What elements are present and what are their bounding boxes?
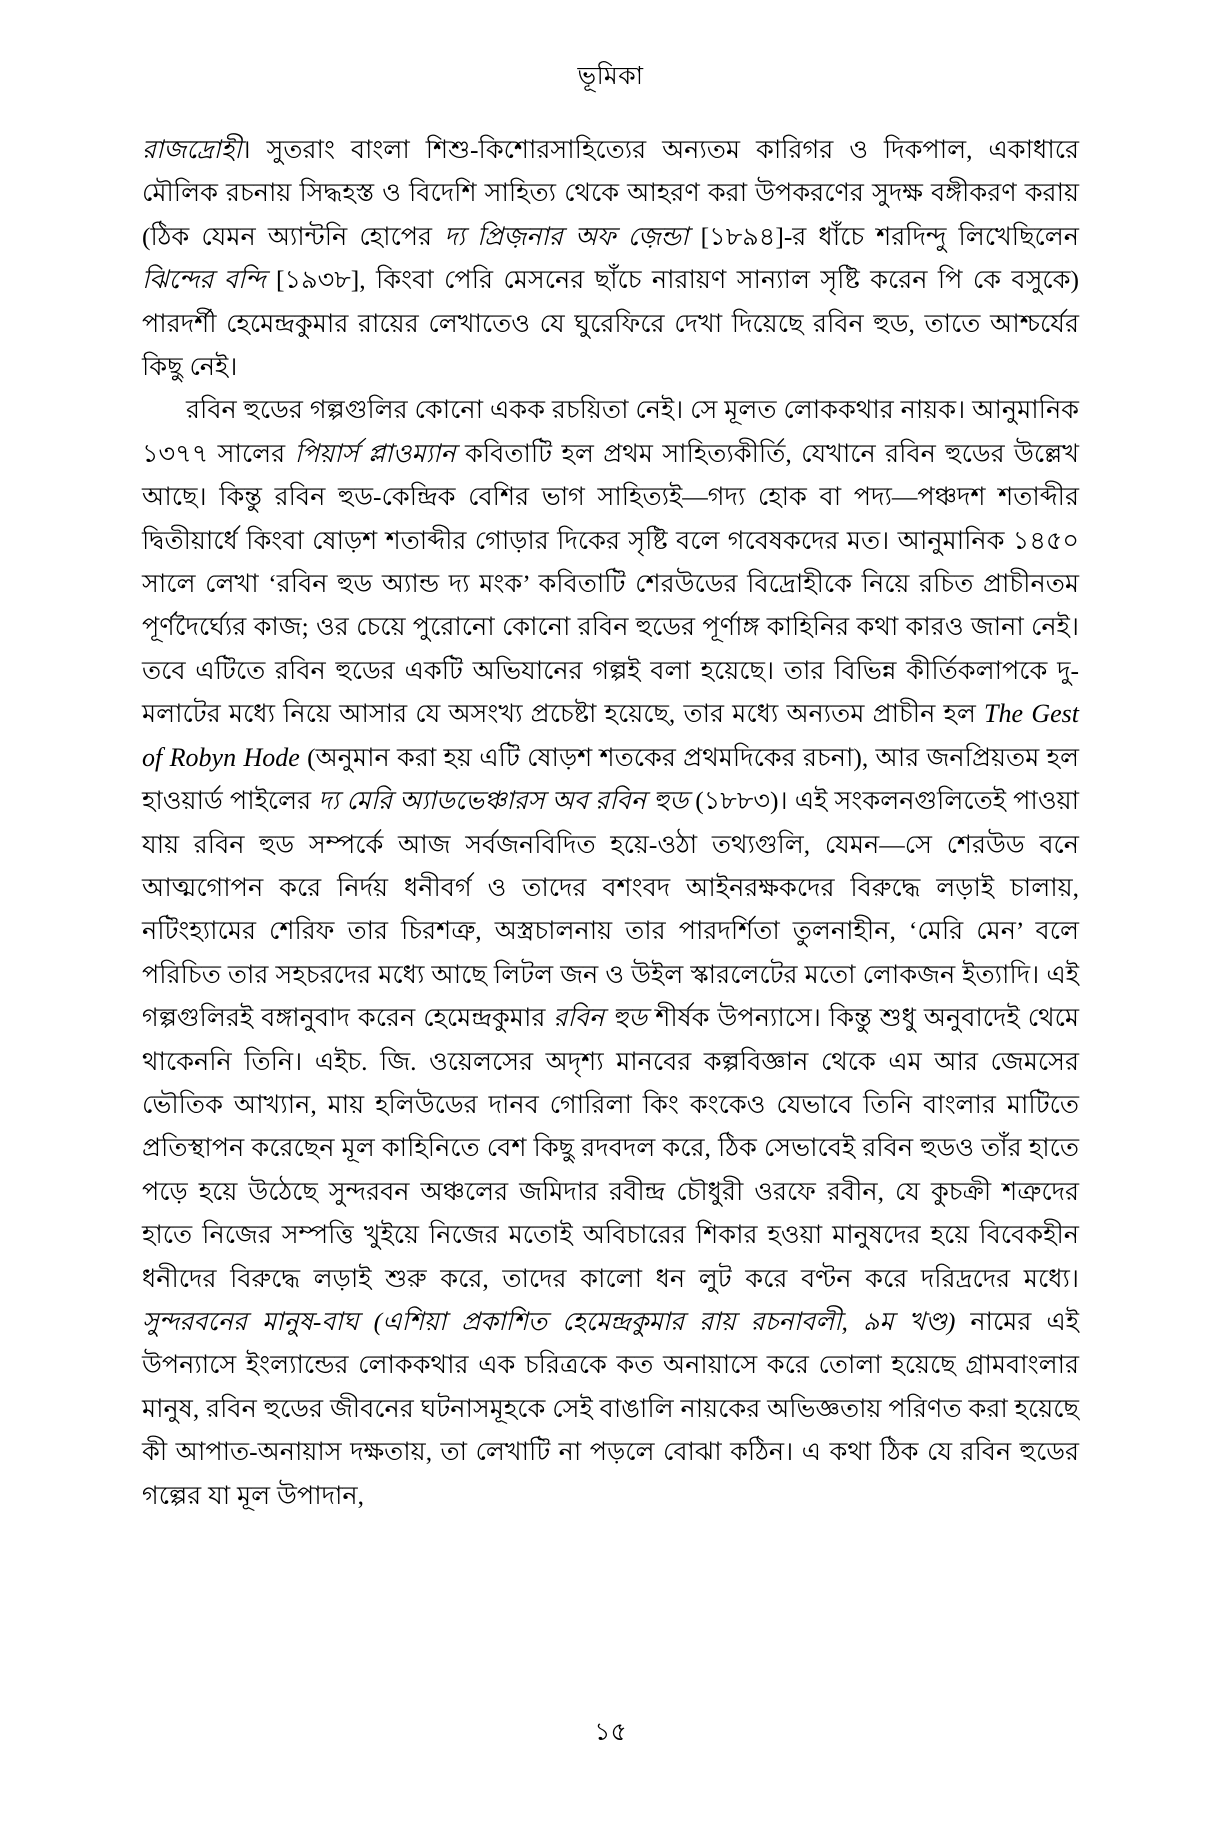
page-number: ১৫ [594,1719,627,1746]
italic-title: সুন্দরবনের মানুষ-বাঘ (এশিয়া প্রকাশিত হেমেন্দ্রকুমার রায় রচনাবলী, ৯ম খণ্ড) [142,1306,956,1336]
italic-title: দ্য মেরি অ্যাডভেঞ্চারস অব রবিন হুড [318,786,689,816]
italic-title: রবিন হুড [553,1003,648,1033]
body-text-run: (অনুমান করা হয় এটি ষোড়শ শতকের প্রথমদিকের রচনা), আর জনপ্রিয়তম হল হাওয়ার্ড পাইলের [142,742,1079,816]
italic-title: রাজদ্রোহী [142,135,242,164]
paragraph-2 [142,388,1079,1517]
italic-title: পিয়ার্স প্লাওম্যান [294,438,456,468]
italic-title: দ্য প্রিজ়নার অফ জ়েন্ডা [444,221,689,251]
italic-title-latin: The Gest of Robyn Hode [142,699,1079,772]
text-column [142,128,1079,1517]
paragraph-1 [142,128,1079,388]
running-head: ভূমিকা [577,63,644,90]
body-text-run: রবিন হুডের গল্পগুলির কোনো একক রচয়িতা নেই। সে মূলত লোককথার নায়ক। আনুমানিক ১৩৭৭ সালের [142,395,1079,468]
body-text-run: [১৮৯৪]-র ধাঁচে শরদিন্দু লিখেছিলেন [688,221,1080,251]
body-text-run: । সুতরাং বাংলা শিশু-কিশোরসাহিত্যের অন্যতম কারিগর ও দিকপাল, একাধারে মৌলিক রচনায় সিদ্ধহস্ত ও বিদেশি সাহিত্য থেকে আহরণ করা উপকরণের সুদক্ষ বঙ্গীকরণ করায় (ঠিক যেমন অ্যান্টনি হোপের [142,135,1079,251]
body-text-run: (১৮৮৩)। এই সংকলনগুলিতেই পাওয়া যায় রবিন হুড সম্পর্কে আজ সর্বজনবিদিত হয়ে-ওঠা তথ্যগুলি, যেমন—সে শেরউড বনে আত্মগোপন করে নির্দয় ধনীবর্গ ও তাদের বশংবদ আইনরক্ষকদের বিরুদ্ধে লড়াই চালায়, নটিংহ্যামের শেরিফ তার চিরশত্রু, অস্ত্রচালনায় তার পারদর্শিতা তুলনাহীন, ‘মেরি মেন’ বলে পরিচিত তার সহচরদের মধ্যে আছে লিটল জন ও উইল স্কারলেটের মতো লোকজন ইত্যাদি। এই গল্পগুলিরই বঙ্গানুবাদ করেন হেমেন্দ্রকুমার [142,786,1080,1033]
body-text-run: শীর্ষক উপন্যাসে। কিন্তু শুধু অনুবাদেই থেমে থাকেননি তিনি। এইচ. জি. ওয়েলসের অদৃশ্য মানবের কল্পবিজ্ঞান থেকে এম আর জেমসের ভৌতিক আখ্যান, মায় হলিউডের দানব গোরিলা কিং কংকেও যেভাবে তিনি বাংলার মাটিতে প্রতিস্থাপন করেছেন মূল কাহিনিতে বেশ কিছু রদবদল করে, ঠিক সেভাবেই রবিন হুডও তাঁর হাতে পড়ে হয়ে উঠেছে সুন্দরবন অঞ্চলের জমিদার রবীন্দ্র চৌধুরী ওরফে রবীন, যে কুচক্রী শত্রুদের হাতে নিজের সম্পত্তি খুইয়ে নিজের মতোই অবিচারের শিকার হওয়া মানুষদের হয়ে বিবেকহীন ধনীদের বিরুদ্ধে লড়াই শুরু করে, তাদের কালো ধন লুট করে বণ্টন করে দরিদ্রদের মধ্যে। [142,1003,1079,1293]
italic-title: ঝিন্দের বন্দি [142,265,266,295]
body-text-run: নামের এই উপন্যাসে ইংল্যান্ডের লোককথার এক চরিত্রকে কত অনায়াসে করে তোলা হয়েছে গ্রামবাংলার মানুষ, রবিন হুডের জীবনের ঘটনাসমূহকে সেই বাঙালি নায়কের অভিজ্ঞতায় পরিণত করা হয়েছে কী আপাত-অনায়াস দক্ষতায়, তা লেখাটি না পড়লে বোঝা কঠিন। এ কথা ঠিক যে রবিন হুডের গল্পের যা মূল উপাদান, [142,1306,1080,1510]
body-text-run: কবিতাটি হল প্রথম সাহিত্যকীর্তি, যেখানে রবিন হুডের উল্লেখ আছে। কিন্তু রবিন হুড-কেন্দ্রিক বেশির ভাগ সাহিত্যই—গদ্য হোক বা পদ্য—পঞ্চদশ শতাব্দীর দ্বিতীয়ার্ধে কিংবা ষোড়শ শতাব্দীর গোড়ার দিকের সৃষ্টি বলে গবেষকদের মত। আনুমানিক ১৪৫০ সালে লেখা ‘রবিন হুড অ্যান্ড দ্য মংক’ কবিতাটি শেরউডের বিদ্রোহীকে নিয়ে রচিত প্রাচীনতম পূর্ণদৈর্ঘ্যের কাজ; ওর চেয়ে পুরোনো কোনো রবিন হুডের পূর্ণাঙ্গ কাহিনির কথা কারও জানা নেই। তবে এটিতে রবিন হুডের একটি অভিযানের গল্পই বলা হয়েছে। তার বিভিন্ন কীর্তিকলাপকে দু-মলাটের মধ্যে নিয়ে আসার যে অসংখ্য প্রচেষ্টা হয়েছে, তার মধ্যে অন্যতম প্রাচীন হল [142,438,1079,729]
body-text-run: [১৯৩৮], কিংবা পেরি মেসনের ছাঁচে নারায়ণ সান্যাল সৃষ্টি করেন পি কে বসুকে) পারদর্শী হেমেন্দ্রকুমার রায়ের লেখাতেও যে ঘুরেফিরে দেখা দিয়েছে রবিন হুড, তাতে আশ্চর্যের কিছু নেই। [142,265,1079,382]
